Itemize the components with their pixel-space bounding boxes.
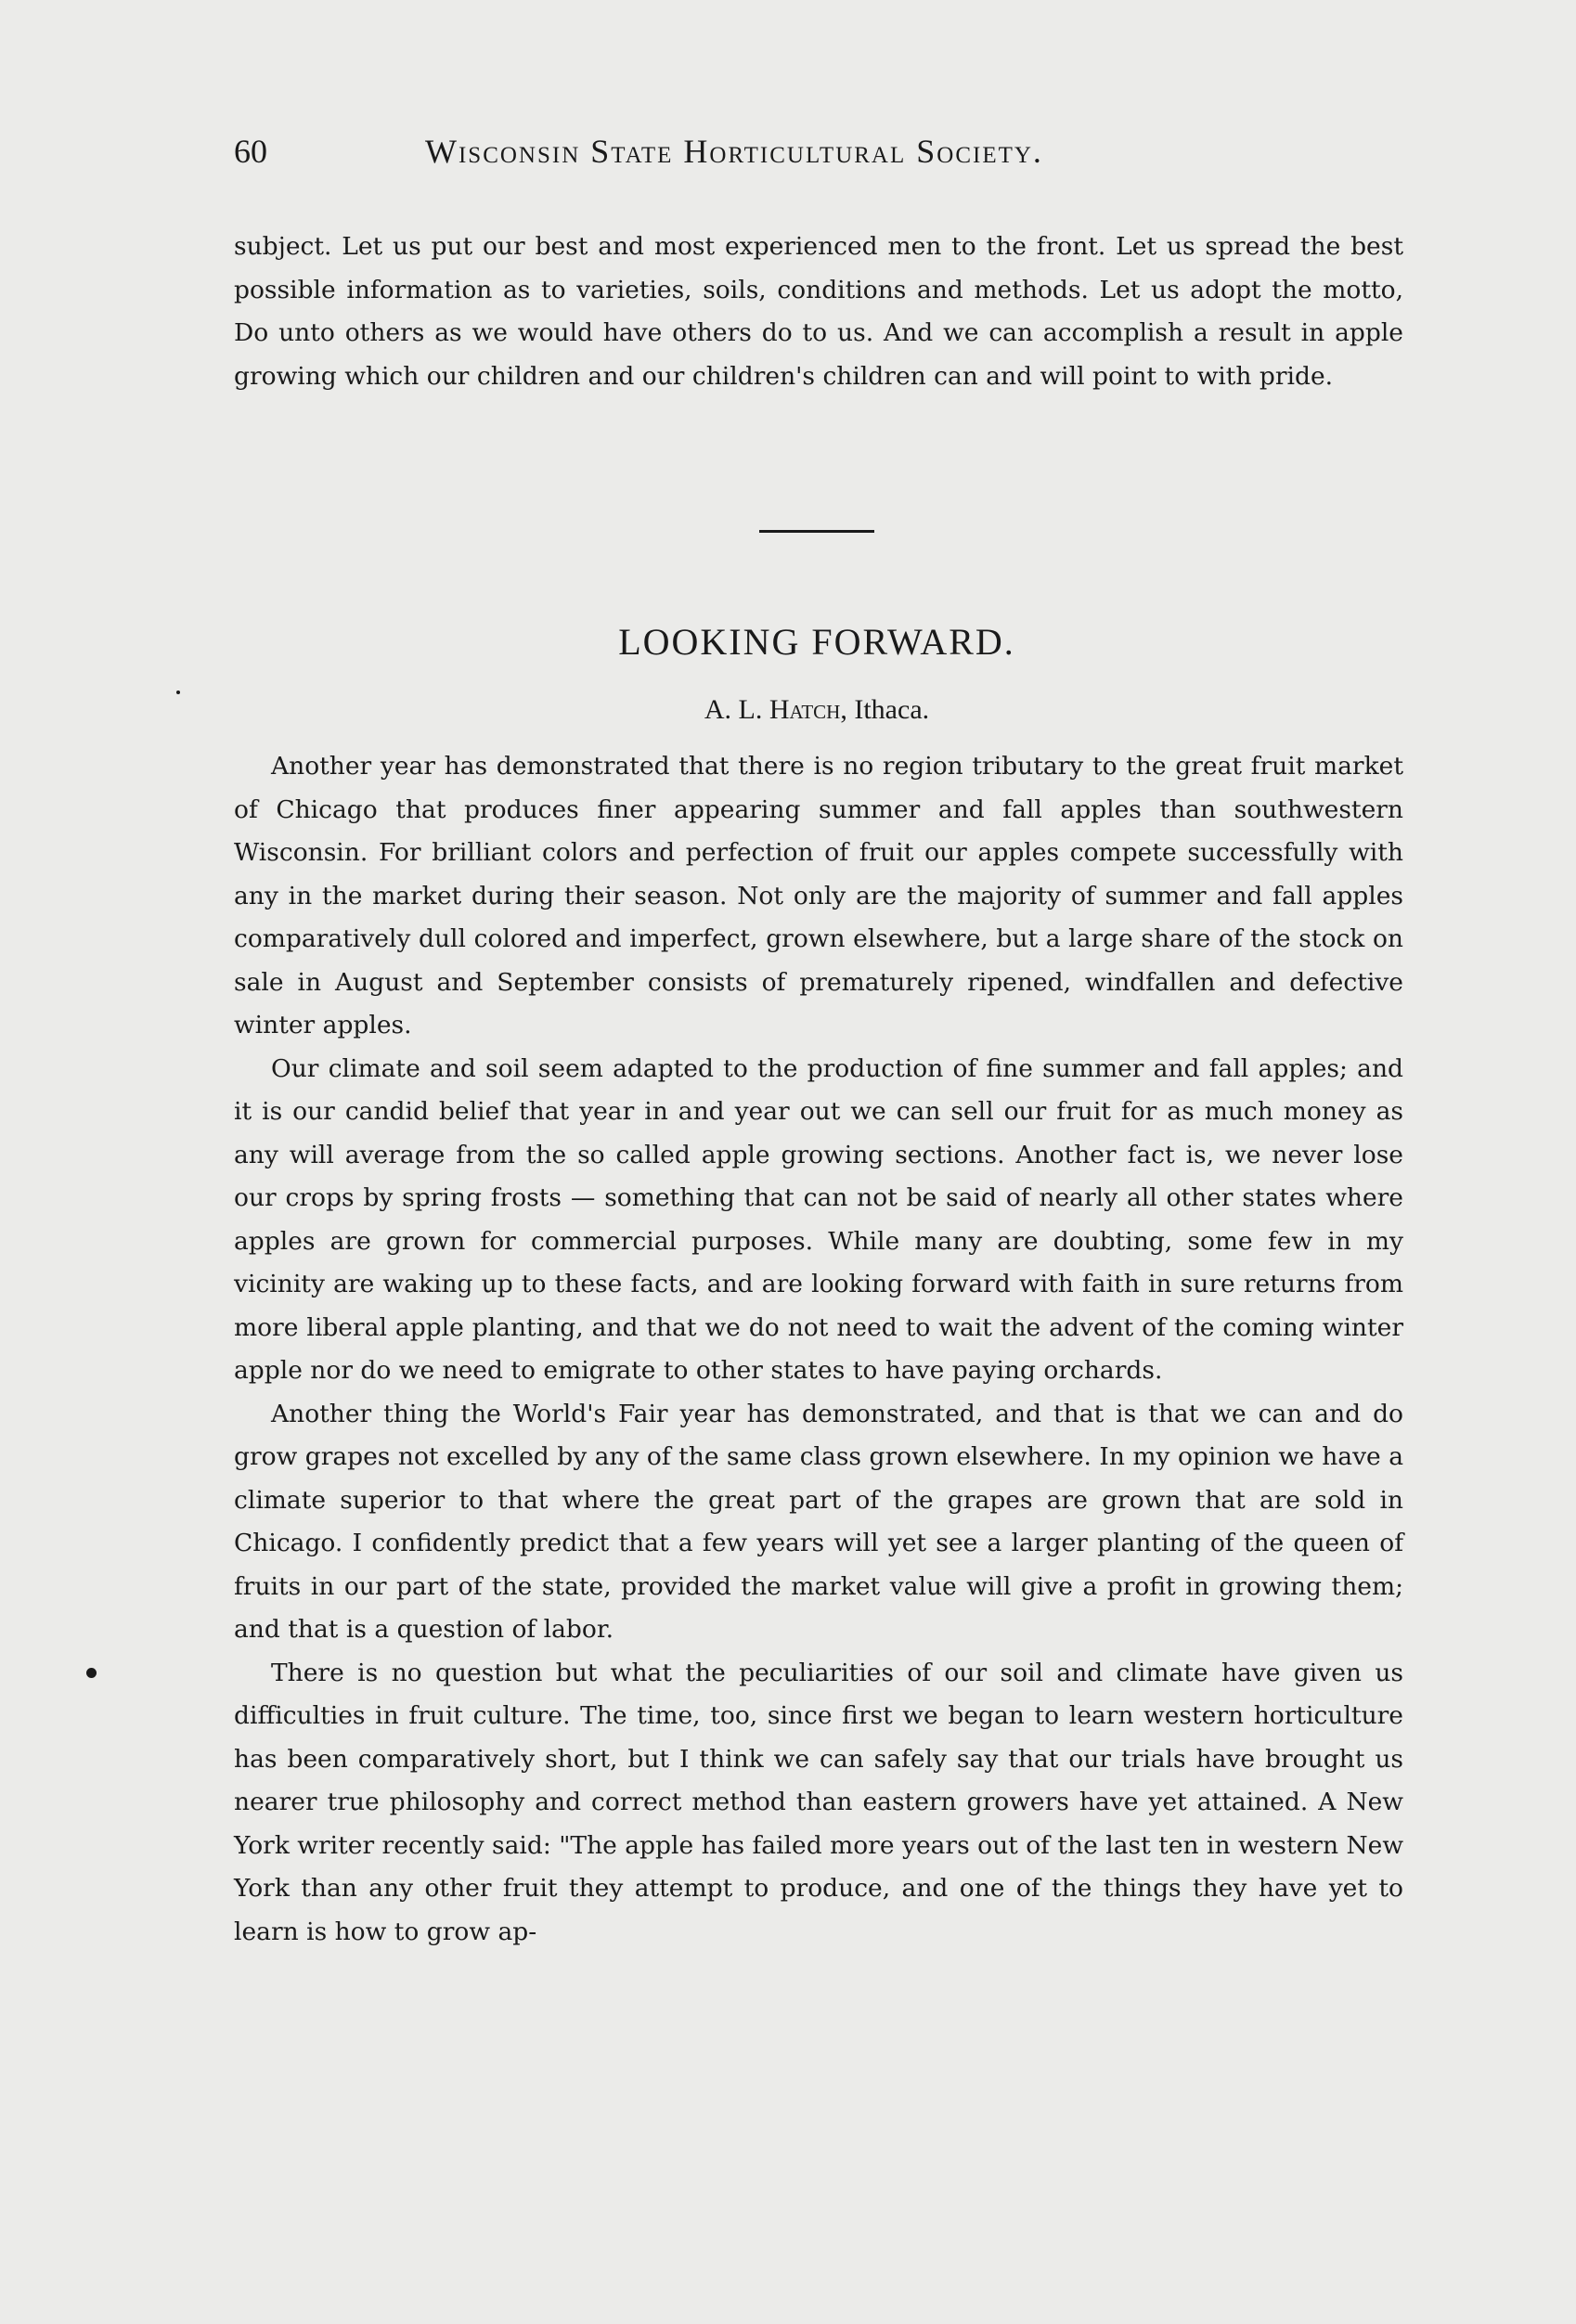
article-byline <box>0 694 1576 726</box>
intro-text <box>234 226 1403 398</box>
section-divider <box>759 530 874 533</box>
ink-speck <box>86 1668 97 1678</box>
article-title: LOOKING FORWARD. <box>618 621 1015 663</box>
author-surname: Hatch, <box>769 694 847 725</box>
running-head <box>234 132 1218 176</box>
body-paragraph-3: Another thing the World's Fair year has demonstrated, and that is that we can and do grow grapes not excelled by any of the same class grown elsewhere. In my opinion we have a climate superior to that where the great part of the grapes are grown that are sold in Chicago. I confidently predict that a few years will yet see a larger planting of the queen of fruits in our part of the state, provided the market value will give a profit in growing them; and that is a question of labor. <box>234 1399 1403 1644</box>
body-paragraph-1: Another year has demonstrated that there is no region tributary to the great fruit market of Chicago that produces finer appearing summer and fall apples than southwestern Wisconsin. For brilliant colors and perfection of fruit our apples compete successfully with any in the market during their season. Not only are the majority of summer and fall apples comparatively dull colored and imperfect, grown elsewhere, but a large share of the stock on sale in August and September consists of prematurely ripened, windfallen and defective winter apples. <box>234 752 1403 1039</box>
body-paragraph-4: There is no question but what the peculiarities of our soil and climate have given us difficulties in fruit culture. The time, too, since first we began to learn western horticulture has been comparatively short, but I think we can safely say that our trials have brought us nearer true philosophy and correct method than eastern growers have yet attained. A New York writer recently said: "The apple has failed more years out of the last ten in western New York than any other fruit they attempt to produce, and one of the things they have yet to learn is how to grow ap- <box>234 1658 1403 1946</box>
ink-speck <box>176 691 180 694</box>
author-place: Ithaca. <box>854 694 930 725</box>
page-number: 60 <box>234 133 267 170</box>
intro-paragraph: subject. Let us put our best and most experienced men to the front. Let us spread the best possible information as to varieties, soils, conditions and methods. Let us adopt the motto, Do unto others as we would have others do to us. And we can accomplish a result in apple growing which our children and our children's children can and will point to with pride. <box>234 232 1403 391</box>
author-initials: A. L. <box>704 694 763 725</box>
body-paragraph-2: Our climate and soil seem adapted to the production of fine summer and fall apples; and it is our candid belief that year in and year out we can sell our fruit for as much money as any will average from the so called apple growing sections. Another fact is, we never lose our crops by spring frosts — something that can not be said of nearly all other states where apples are grown for commercial purposes. While many are doubting, some few in my vicinity are waking up to these facts, and are looking forward with faith in sure returns from more liberal apple planting, and that we do not need to wait the advent of the coming winter apple nor do we need to emigrate to other states to have paying orchards. <box>234 1053 1403 1385</box>
running-title: Wisconsin State Horticultural Society. <box>425 133 1043 170</box>
article-body <box>234 745 1403 1954</box>
